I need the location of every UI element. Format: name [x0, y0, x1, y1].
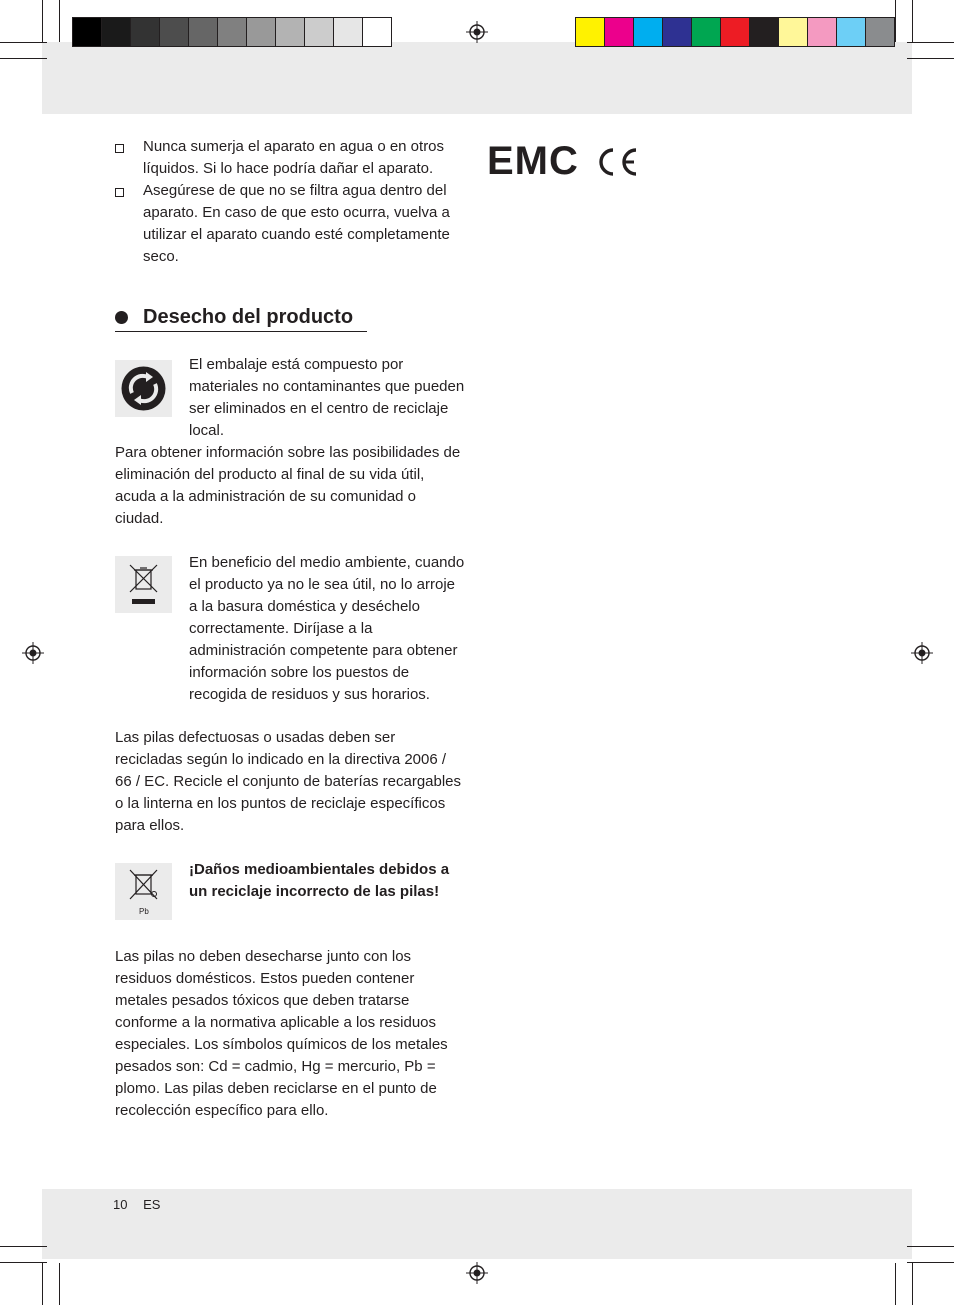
ce-mark-icon [593, 144, 641, 180]
crop-mark [895, 1263, 896, 1305]
crop-mark [907, 1246, 954, 1247]
crop-mark [0, 58, 47, 59]
bullet-text: Asegúrese de que no se filtra agua dentro del aparato. En caso de que esto ocurra, vuelva a utilizar el aparato cuando esté completamente seco. [143, 182, 450, 265]
crop-mark [895, 0, 896, 42]
checkbox-bullet-icon [115, 144, 124, 153]
crop-mark [59, 0, 60, 42]
color-swatch [130, 17, 160, 47]
crop-mark [42, 1263, 43, 1305]
crop-mark [0, 1262, 47, 1263]
recycling-icon-box [115, 360, 172, 417]
emc-label: EMC [487, 139, 579, 183]
color-swatch [217, 17, 247, 47]
color-swatch [807, 17, 837, 47]
section-heading [115, 306, 367, 332]
color-swatch [333, 17, 363, 47]
emc-ce-marking [487, 139, 641, 184]
color-swatch [749, 17, 779, 47]
color-swatch [604, 17, 634, 47]
color-swatch [275, 17, 305, 47]
recycle-icon [115, 360, 172, 417]
registration-mark-icon [466, 21, 488, 43]
color-swatch [101, 17, 131, 47]
disposal-info-text: Para obtener información sobre las posibilidades de eliminación del producto al final de su vida útil, acuda a la administración de su comunidad o ciudad. [115, 444, 461, 527]
process-color-bar [575, 17, 894, 47]
crop-mark [907, 58, 954, 59]
list-item [115, 180, 465, 268]
registration-mark-icon [22, 642, 44, 664]
pb-label: Pb [139, 907, 149, 916]
weee-text: En beneficio del medio ambiente, cuando el producto ya no le sea útil, no lo arroje a la basura doméstica y deséchelo correctamente. Diríjase a la administración competente para obtener información sobre los puestos de recogida de residuos y sus horarios. [189, 554, 465, 703]
page-footer [113, 1197, 160, 1212]
header-band [42, 42, 912, 114]
color-swatch [72, 17, 102, 47]
crop-mark [59, 1263, 60, 1305]
list-item [115, 136, 465, 180]
crop-mark [42, 0, 43, 42]
bullet-text: Nunca sumerja el aparato en agua o en otros líquidos. Si lo hace podría dañar el aparato. [143, 138, 445, 177]
checkbox-bullet-icon [115, 188, 124, 197]
crop-mark [912, 0, 913, 42]
registration-mark-icon [911, 642, 933, 664]
grayscale-color-bar [72, 17, 391, 47]
crop-mark [907, 42, 954, 43]
battery-warning-title: ¡Daños medioambientales debidos a un reciclaje incorrecto de las pilas! [189, 861, 450, 900]
footer-band [42, 1189, 912, 1259]
color-swatch [865, 17, 895, 47]
color-swatch [362, 17, 392, 47]
color-swatch [720, 17, 750, 47]
color-swatch [633, 17, 663, 47]
crop-mark [912, 1263, 913, 1305]
color-swatch [246, 17, 276, 47]
color-swatch [836, 17, 866, 47]
page-number: 10 [113, 1197, 128, 1212]
crossed-bin-icon [115, 556, 172, 613]
battery-icon-box [115, 863, 172, 920]
color-swatch [662, 17, 692, 47]
color-swatch [778, 17, 808, 47]
color-swatch [188, 17, 218, 47]
bullet-dot-icon [115, 311, 128, 324]
crop-mark [907, 1262, 954, 1263]
color-swatch [691, 17, 721, 47]
color-swatch [159, 17, 189, 47]
language-code: ES [143, 1197, 161, 1212]
section-title: Desecho del producto [143, 306, 354, 328]
registration-mark-icon [466, 1262, 488, 1284]
crop-mark [0, 1246, 47, 1247]
safety-bullet-list [115, 136, 465, 268]
color-swatch [575, 17, 605, 47]
color-swatch [304, 17, 334, 47]
batteries-recycling-text: Las pilas defectuosas o usadas deben ser recicladas según lo indicado en la directiva 2006 / 66 / EC. Recicle el conjunto de baterías recargables o la linterna en los puntos de reciclaje específicos para ellos. [115, 729, 462, 834]
packaging-text: El embalaje está compuesto por materiales no contaminantes que pueden ser eliminados en el centro de reciclaje local. [189, 356, 465, 439]
heavy-metals-text: Las pilas no deben desecharse junto con los residuos domésticos. Estos pueden contener metales pesados tóxicos que deben tratarse conforme a la normativa aplicable a los residuos especiales. Los símbolos químicos de los metales pesados son: Cd = cadmio, Hg = mercurio, Pb = plomo. Las pilas deben reciclarse en el punto de recolección específico para ello. [115, 948, 448, 1119]
weee-icon-box [115, 556, 172, 613]
crop-mark [0, 42, 47, 43]
